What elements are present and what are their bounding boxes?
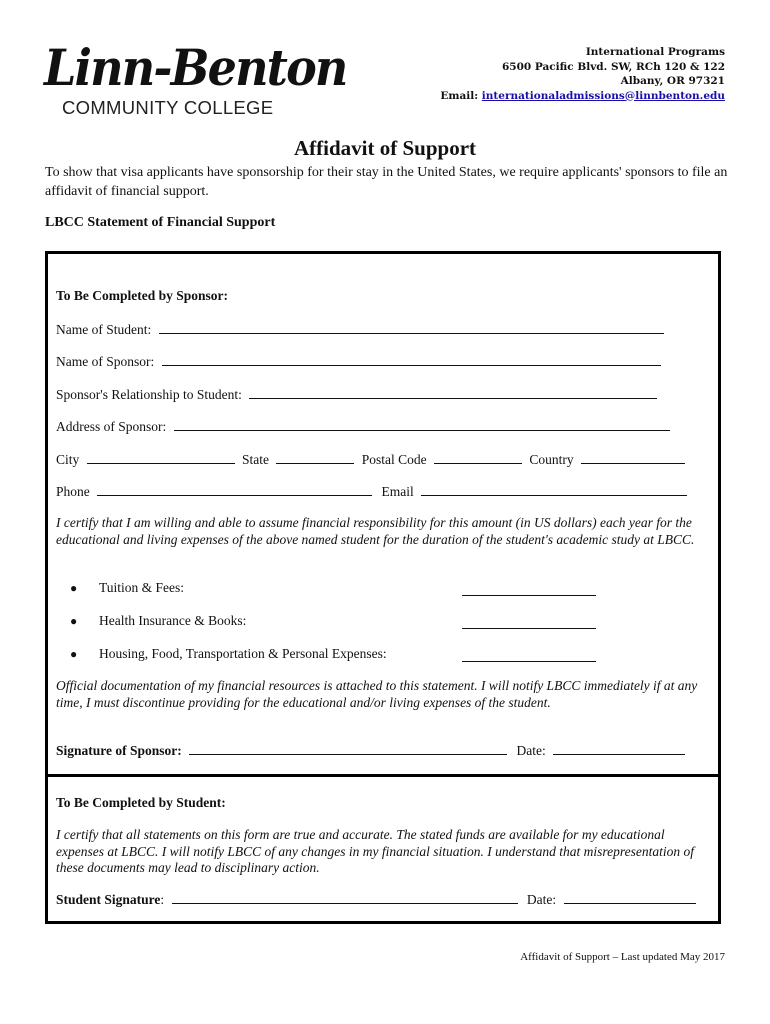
name-of-student-row [56,321,664,338]
sponsor-address-label: Address of Sponsor: [56,419,167,434]
city-state-row [56,451,685,468]
city-field[interactable] [87,451,235,464]
state-label: State [242,452,270,467]
bullet-icon: ● [70,614,78,628]
housing-amount-field[interactable] [462,649,596,662]
insurance-amount-field[interactable] [462,616,596,629]
intro-paragraph: To show that visa applicants have sponsorship for their stay in the United States, we require applicants' sponsors to file an affidavit of financial support. [45,165,728,199]
student-signature-label: Student Signature [56,892,161,907]
email-link[interactable]: internationaladmissions@linnbenton.edu [481,89,725,102]
postal-code-label: Postal Code [361,452,427,467]
sponsor-signature-row [56,742,685,759]
page-footer: Affidavit of Support – Last updated May 2017 [520,951,725,963]
name-of-sponsor-label: Name of Sponsor: [56,354,155,369]
city-label: City [56,452,80,467]
relationship-label: Sponsor's Relationship to Student: [56,387,242,402]
sponsor-date-field[interactable] [553,742,685,755]
address-line-2: 6500 Pacific Blvd. SW, RCh 120 & 122 [501,60,725,73]
logo-subtitle: COMMUNITY COLLEGE [62,97,274,118]
name-of-student-label: Name of Student: [56,322,152,337]
email-field-label: Email [381,484,414,499]
student-date-field[interactable] [564,891,696,904]
email-label: Email: [440,89,479,102]
phone-label: Phone [56,484,90,499]
logo-script-text: Linn-Benton [44,38,347,97]
address-line-1: International Programs [585,46,725,58]
sponsor-signature-field[interactable] [189,742,507,755]
email-field[interactable] [421,483,687,496]
relationship-field[interactable] [249,386,657,399]
sponsor-heading: To Be Completed by Sponsor: [56,288,229,303]
name-of-sponsor-field[interactable] [162,353,661,366]
insurance-label: Health Insurance & Books: [99,613,247,628]
student-signature-row [56,891,696,908]
sponsor-date-label: Date: [516,743,546,758]
sponsor-address-row [56,418,670,435]
support-form-box [45,251,721,924]
student-signature-field[interactable] [172,891,518,904]
country-field[interactable] [581,451,685,464]
student-certification: I certify that all statements on this form are true and accurate. The stated funds are available for my educational expenses at LBCC. I will notify LBCC of any changes in my financial situation. I understand that misrepresentation of these documents may lead to disciplinary action. [56,827,694,875]
housing-label: Housing, Food, Transportation & Personal Expenses: [99,646,387,661]
bullet-icon: ● [70,581,78,595]
sponsor-address-field[interactable] [174,418,670,431]
postal-code-field[interactable] [434,451,522,464]
tuition-label: Tuition & Fees: [99,580,185,595]
sponsor-signature-label: Signature of Sponsor: [56,743,182,758]
student-signature-colon: : [160,892,165,907]
relationship-row [56,386,657,403]
country-label: Country [529,452,574,467]
state-field[interactable] [276,451,354,464]
phone-field[interactable] [97,483,372,496]
office-address [440,45,725,103]
college-logo [44,38,347,124]
sponsor-certification: I certify that I am willing and able to assume financial responsibility for this amount (in US dollars) each year for the educational and living expenses of the above named student for the duration of the student's academic study at LBCC. [56,515,695,547]
section-divider [48,774,718,777]
student-date-label: Date: [526,892,557,907]
page-title: Affidavit of Support [293,136,477,160]
section-heading: LBCC Statement of Financial Support [45,215,276,230]
phone-email-row [56,483,687,500]
bullet-icon: ● [70,647,78,661]
tuition-amount-field[interactable] [462,583,596,596]
address-line-3: Albany, OR 97321 [620,75,725,87]
official-documentation-note: Official documentation of my financial resources is attached to this statement. I will notify LBCC immediately if at any time, I must discontinue providing for the educational and/or living expenses of the student. [56,678,698,710]
student-heading: To Be Completed by Student: [56,795,226,810]
name-of-sponsor-row [56,353,661,370]
name-of-student-field[interactable] [159,321,664,334]
address-email-row [440,89,725,104]
